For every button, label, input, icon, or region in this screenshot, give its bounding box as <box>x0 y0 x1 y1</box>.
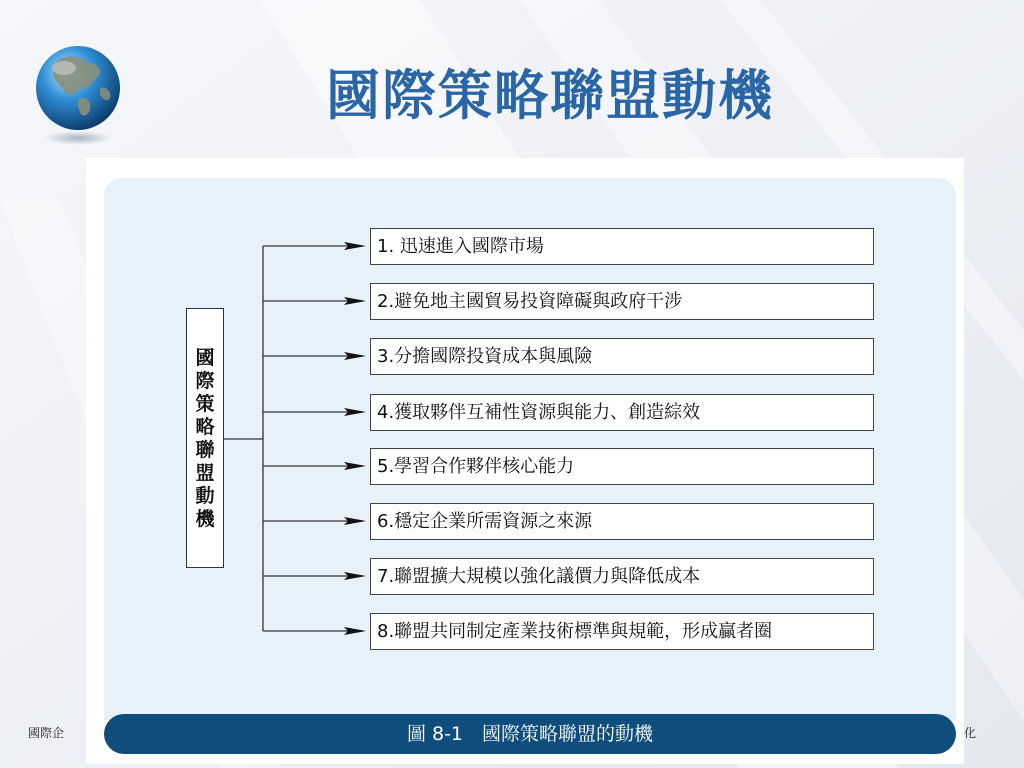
motive-item-2: 2.避免地主國貿易投資障礙與政府干涉 <box>370 283 874 320</box>
root-node <box>186 308 224 568</box>
figure-caption-bar <box>104 714 956 754</box>
motive-item-8: 8.聯盟共同制定產業技術標準與規範，形成贏者圈 <box>370 613 874 650</box>
motive-item-5: 5.學習合作夥伴核心能力 <box>370 448 874 485</box>
motive-item-3: 3.分擔國際投資成本與風險 <box>370 338 874 375</box>
slide-title: 國際策略聯盟動機 <box>326 64 774 127</box>
root-node-label: 國際策略聯盟動機 <box>195 347 215 530</box>
figure-card <box>86 158 964 764</box>
motive-item-1: 1. 迅速進入國際市場 <box>370 228 874 265</box>
motive-item-7: 7.聯盟擴大規模以強化議價力與降低成本 <box>370 558 874 595</box>
motive-item-4: 4.獲取夥伴互補性資源與能力、創造綜效 <box>370 394 874 431</box>
footer-left-text: 國際企 <box>28 726 65 740</box>
globe-icon <box>30 42 126 146</box>
figure-caption: 圖 8-1 國際策略聯盟的動機 <box>406 723 654 745</box>
footer-right-text: 化 <box>964 726 977 740</box>
motive-item-6: 6.穩定企業所需資源之來源 <box>370 503 874 540</box>
